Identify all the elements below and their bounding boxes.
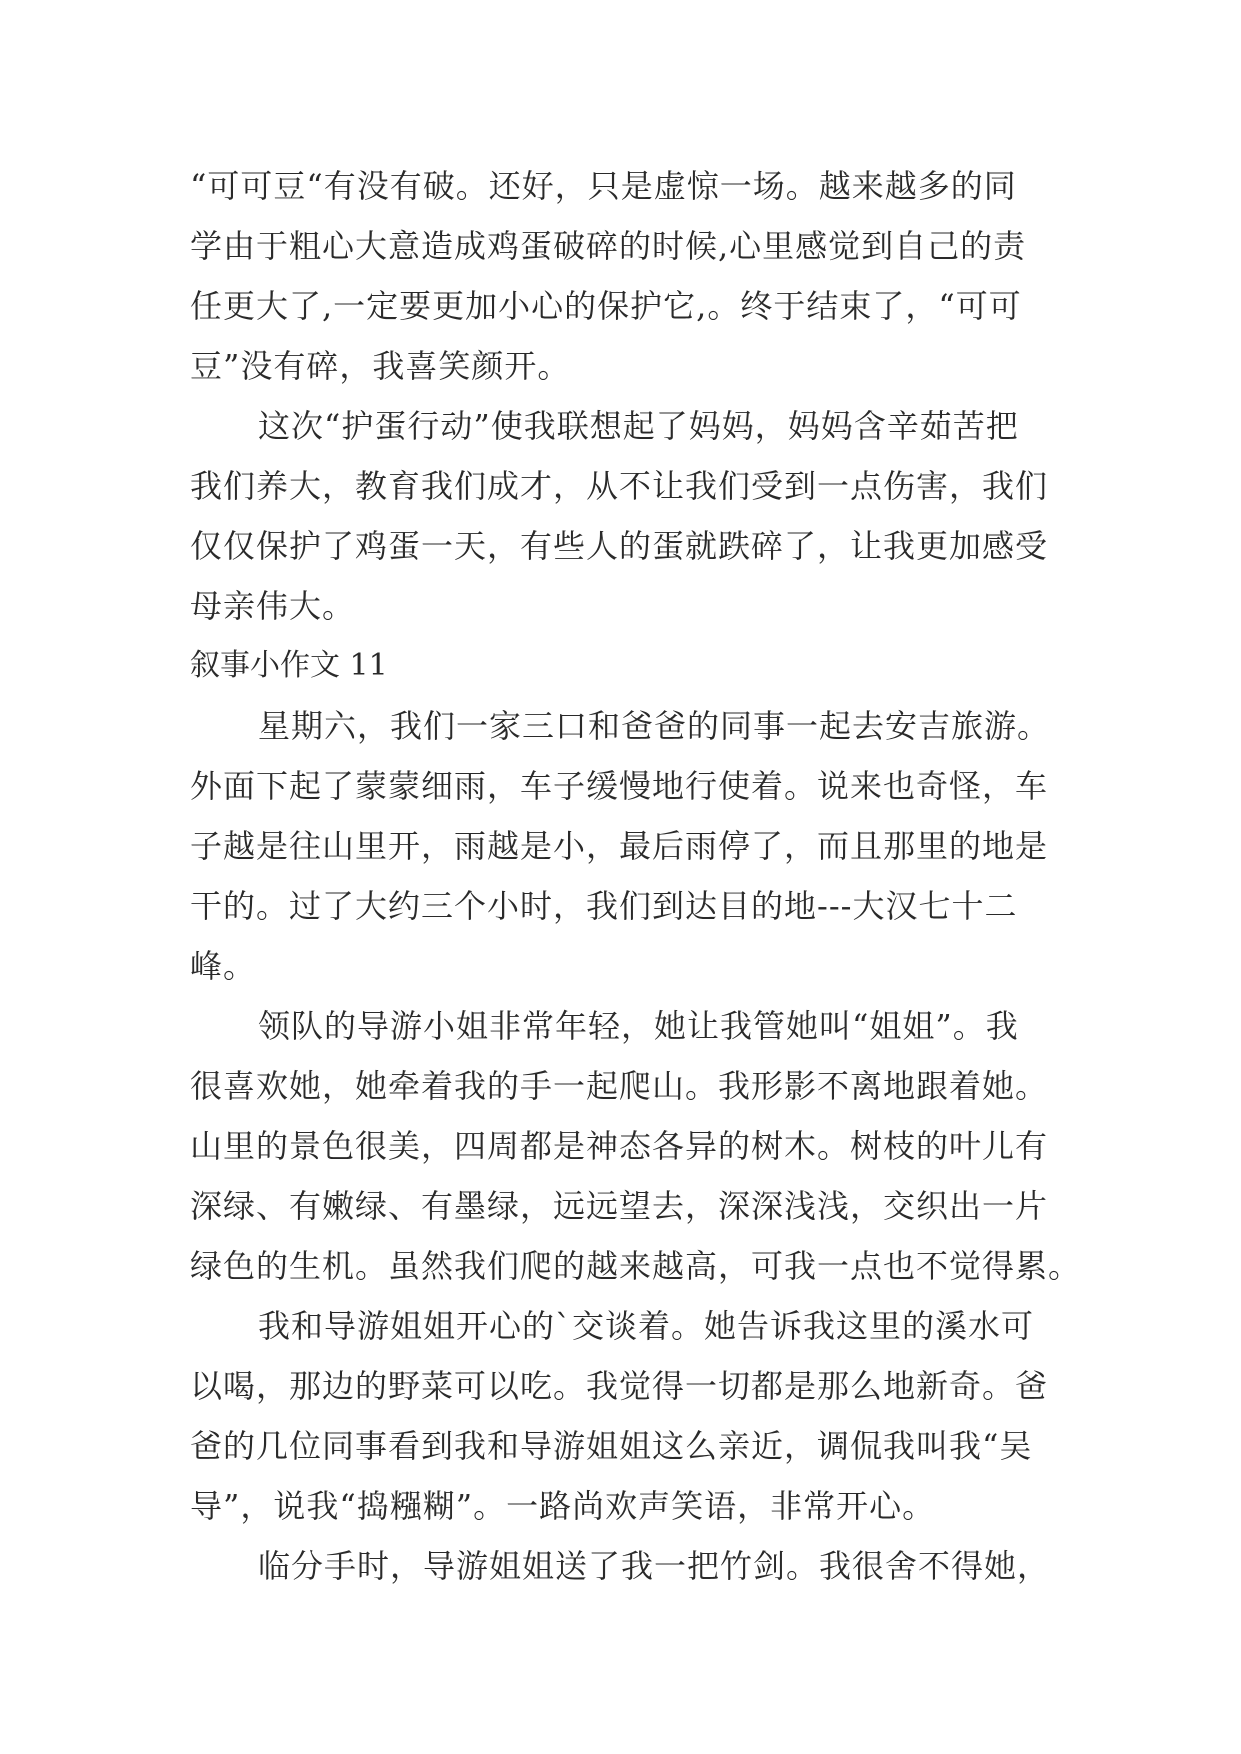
text-line: 深绿、有嫩绿、有墨绿，远远望去，深深浅浅，交织出一片 — [190, 1187, 1049, 1225]
text-line: 豆”没有碎，我喜笑颜开。 — [190, 347, 571, 385]
text-line: 干的。过了大约三个小时，我们到达目的地---大汉七十二 — [190, 887, 1018, 925]
text-line: 峰。 — [190, 947, 257, 985]
text-line: 学由于粗心大意造成鸡蛋破碎的时候,心里感觉到自己的责 — [190, 227, 1027, 265]
text-line: 临分手时，导游姐姐送了我一把竹剑。我很舍不得她， — [258, 1547, 1051, 1585]
text-line: 领队的导游小姐非常年轻，她让我管她叫“姐姐”。我 — [258, 1007, 1019, 1045]
text-line: 很喜欢她，她牵着我的手一起爬山。我形影不离地跟着她。 — [190, 1067, 1049, 1105]
text-line: 母亲伟大。 — [190, 587, 356, 625]
text-line: “可可豆“有没有破。还好，只是虚惊一场。越来越多的同 — [190, 167, 1017, 205]
section-heading: 叙事小作文 11 — [190, 648, 388, 683]
text-line: 我们养大，教育我们成才，从不让我们受到一点伤害，我们 — [190, 467, 1049, 505]
text-line: 导”，说我“捣糨糊”。一路尚欢声笑语，非常开心。 — [190, 1487, 936, 1525]
text-line: 仅仅保护了鸡蛋一天，有些人的蛋就跌碎了，让我更加感受 — [190, 527, 1049, 565]
text-line: 我和导游姐姐开心的`交谈着。她告诉我这里的溪水可 — [258, 1307, 1035, 1345]
text-line: 子越是往山里开，雨越是小，最后雨停了，而且那里的地是 — [190, 827, 1049, 865]
text-line: 这次“护蛋行动”使我联想起了妈妈，妈妈含辛茹苦把 — [258, 407, 1019, 445]
text-line: 以喝，那边的野菜可以吃。我觉得一切都是那么地新奇。爸 — [190, 1367, 1049, 1405]
text-line: 爸的几位同事看到我和导游姐姐这么亲近，调侃我叫我“吴 — [190, 1427, 1033, 1465]
text-line: 任更大了,一定要更加小心的保护它,。终于结束了，“可可 — [190, 287, 1022, 325]
text-line: 外面下起了蒙蒙细雨，车子缓慢地行使着。说来也奇怪，车 — [190, 767, 1049, 805]
text-line: 绿色的生机。虽然我们爬的越来越高，可我一点也不觉得累。 — [190, 1247, 1082, 1285]
text-line: 星期六，我们一家三口和爸爸的同事一起去安吉旅游。 — [258, 707, 1051, 745]
document-body — [190, 156, 1082, 1596]
text-line: 山里的景色很美，四周都是神态各异的树木。树枝的叶儿有 — [190, 1127, 1049, 1165]
